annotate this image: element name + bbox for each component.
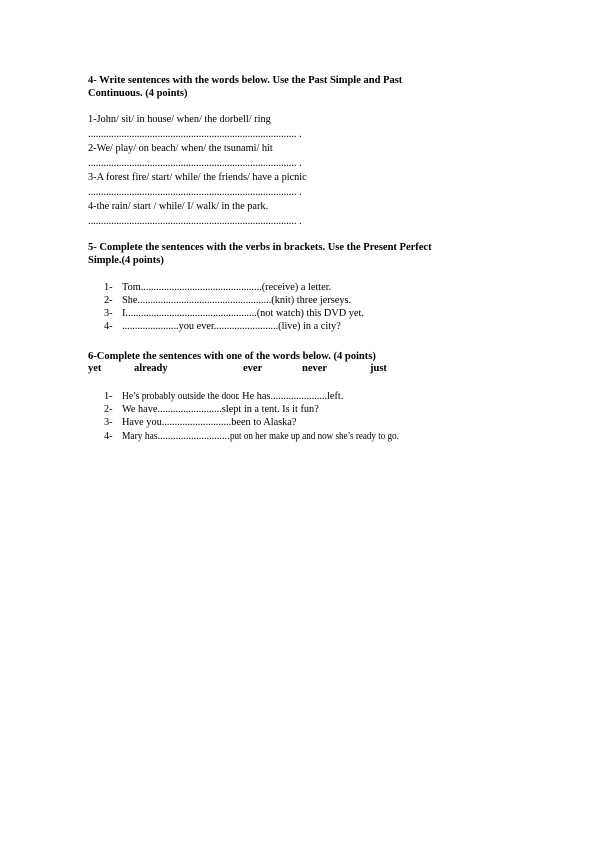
section6-item-1-text-b: . He has......................left. xyxy=(236,391,344,402)
section4-item-2-prompt: 2-We/ play/ on beach/ when/ the tsunami/ hit xyxy=(88,143,273,154)
section6-item-4-line xyxy=(122,431,422,443)
section6-item-2-text: We have.........................slept in a tent. Is it fun? xyxy=(122,404,319,415)
word-bank-yet: yet xyxy=(88,363,102,374)
word-bank-ever: ever xyxy=(243,363,263,374)
section6-item-4-text-b: put on her make up and now she’s ready to go. xyxy=(229,431,399,442)
section4-item-3-prompt: 3-A forest fire/ start/ while/ the friends/ have a picnic xyxy=(88,172,307,183)
section6-item-3-text: Have you...........................been to Alaska? xyxy=(122,417,297,428)
section4-heading-line2: Continuous. (4 points) xyxy=(88,88,188,99)
section5-item-1-number: 1- xyxy=(104,282,113,293)
section4-heading-line1: 4- Write sentences with the words below. Use the Past Simple and Past xyxy=(88,75,403,86)
section4-item-4-answer-line: ................................................................................. . xyxy=(88,216,302,227)
section5-heading-line1: 5- Complete the sentences with the verbs in brackets. Use the Present Perfect xyxy=(88,242,432,253)
section6-item-1-line xyxy=(122,391,343,403)
word-bank-already: already xyxy=(134,363,168,374)
section5-item-3-number: 3- xyxy=(104,308,113,319)
section6-item-1-text-a: He’s probably outside the door xyxy=(122,391,239,402)
section6-item-4-number: 4- xyxy=(104,431,113,442)
section5-item-4-number: 4- xyxy=(104,321,113,332)
section6-heading: 6-Complete the sentences with one of the words below. (4 points) xyxy=(88,351,376,362)
section5-item-2-text: She....................................................(knit) three jerseys. xyxy=(122,295,352,306)
section4-item-1-prompt: 1-John/ sit/ in house/ when/ the dorbell/ ring xyxy=(88,114,271,125)
section4-item-1-answer-line: ................................................................................. . xyxy=(88,129,302,140)
section4-item-2-answer-line: ................................................................................. . xyxy=(88,158,302,169)
word-bank-never: never xyxy=(302,363,328,374)
section5-heading-line2: Simple.(4 points) xyxy=(88,255,164,266)
section5-item-3-text: I...................................................(not watch) this DVD yet. xyxy=(122,308,364,319)
section6-item-4-dots: ............................ xyxy=(157,431,230,442)
section6-item-2-number: 2- xyxy=(104,404,113,415)
section5-item-1-text: Tom...............................................(receive) a letter. xyxy=(122,282,332,293)
section6-item-4-text-a: Mary has xyxy=(122,431,158,442)
section5-item-4-text: ......................you ever.........................(live) in a city? xyxy=(122,321,341,332)
section4-item-3-answer-line: ................................................................................. . xyxy=(88,187,302,198)
section4-item-4-prompt: 4-the rain/ start / while/ I/ walk/ in the park. xyxy=(88,201,269,212)
section6-item-1-number: 1- xyxy=(104,391,113,402)
section5-item-2-number: 2- xyxy=(104,295,113,306)
section6-item-3-number: 3- xyxy=(104,417,113,428)
word-bank-just: just xyxy=(370,363,387,374)
